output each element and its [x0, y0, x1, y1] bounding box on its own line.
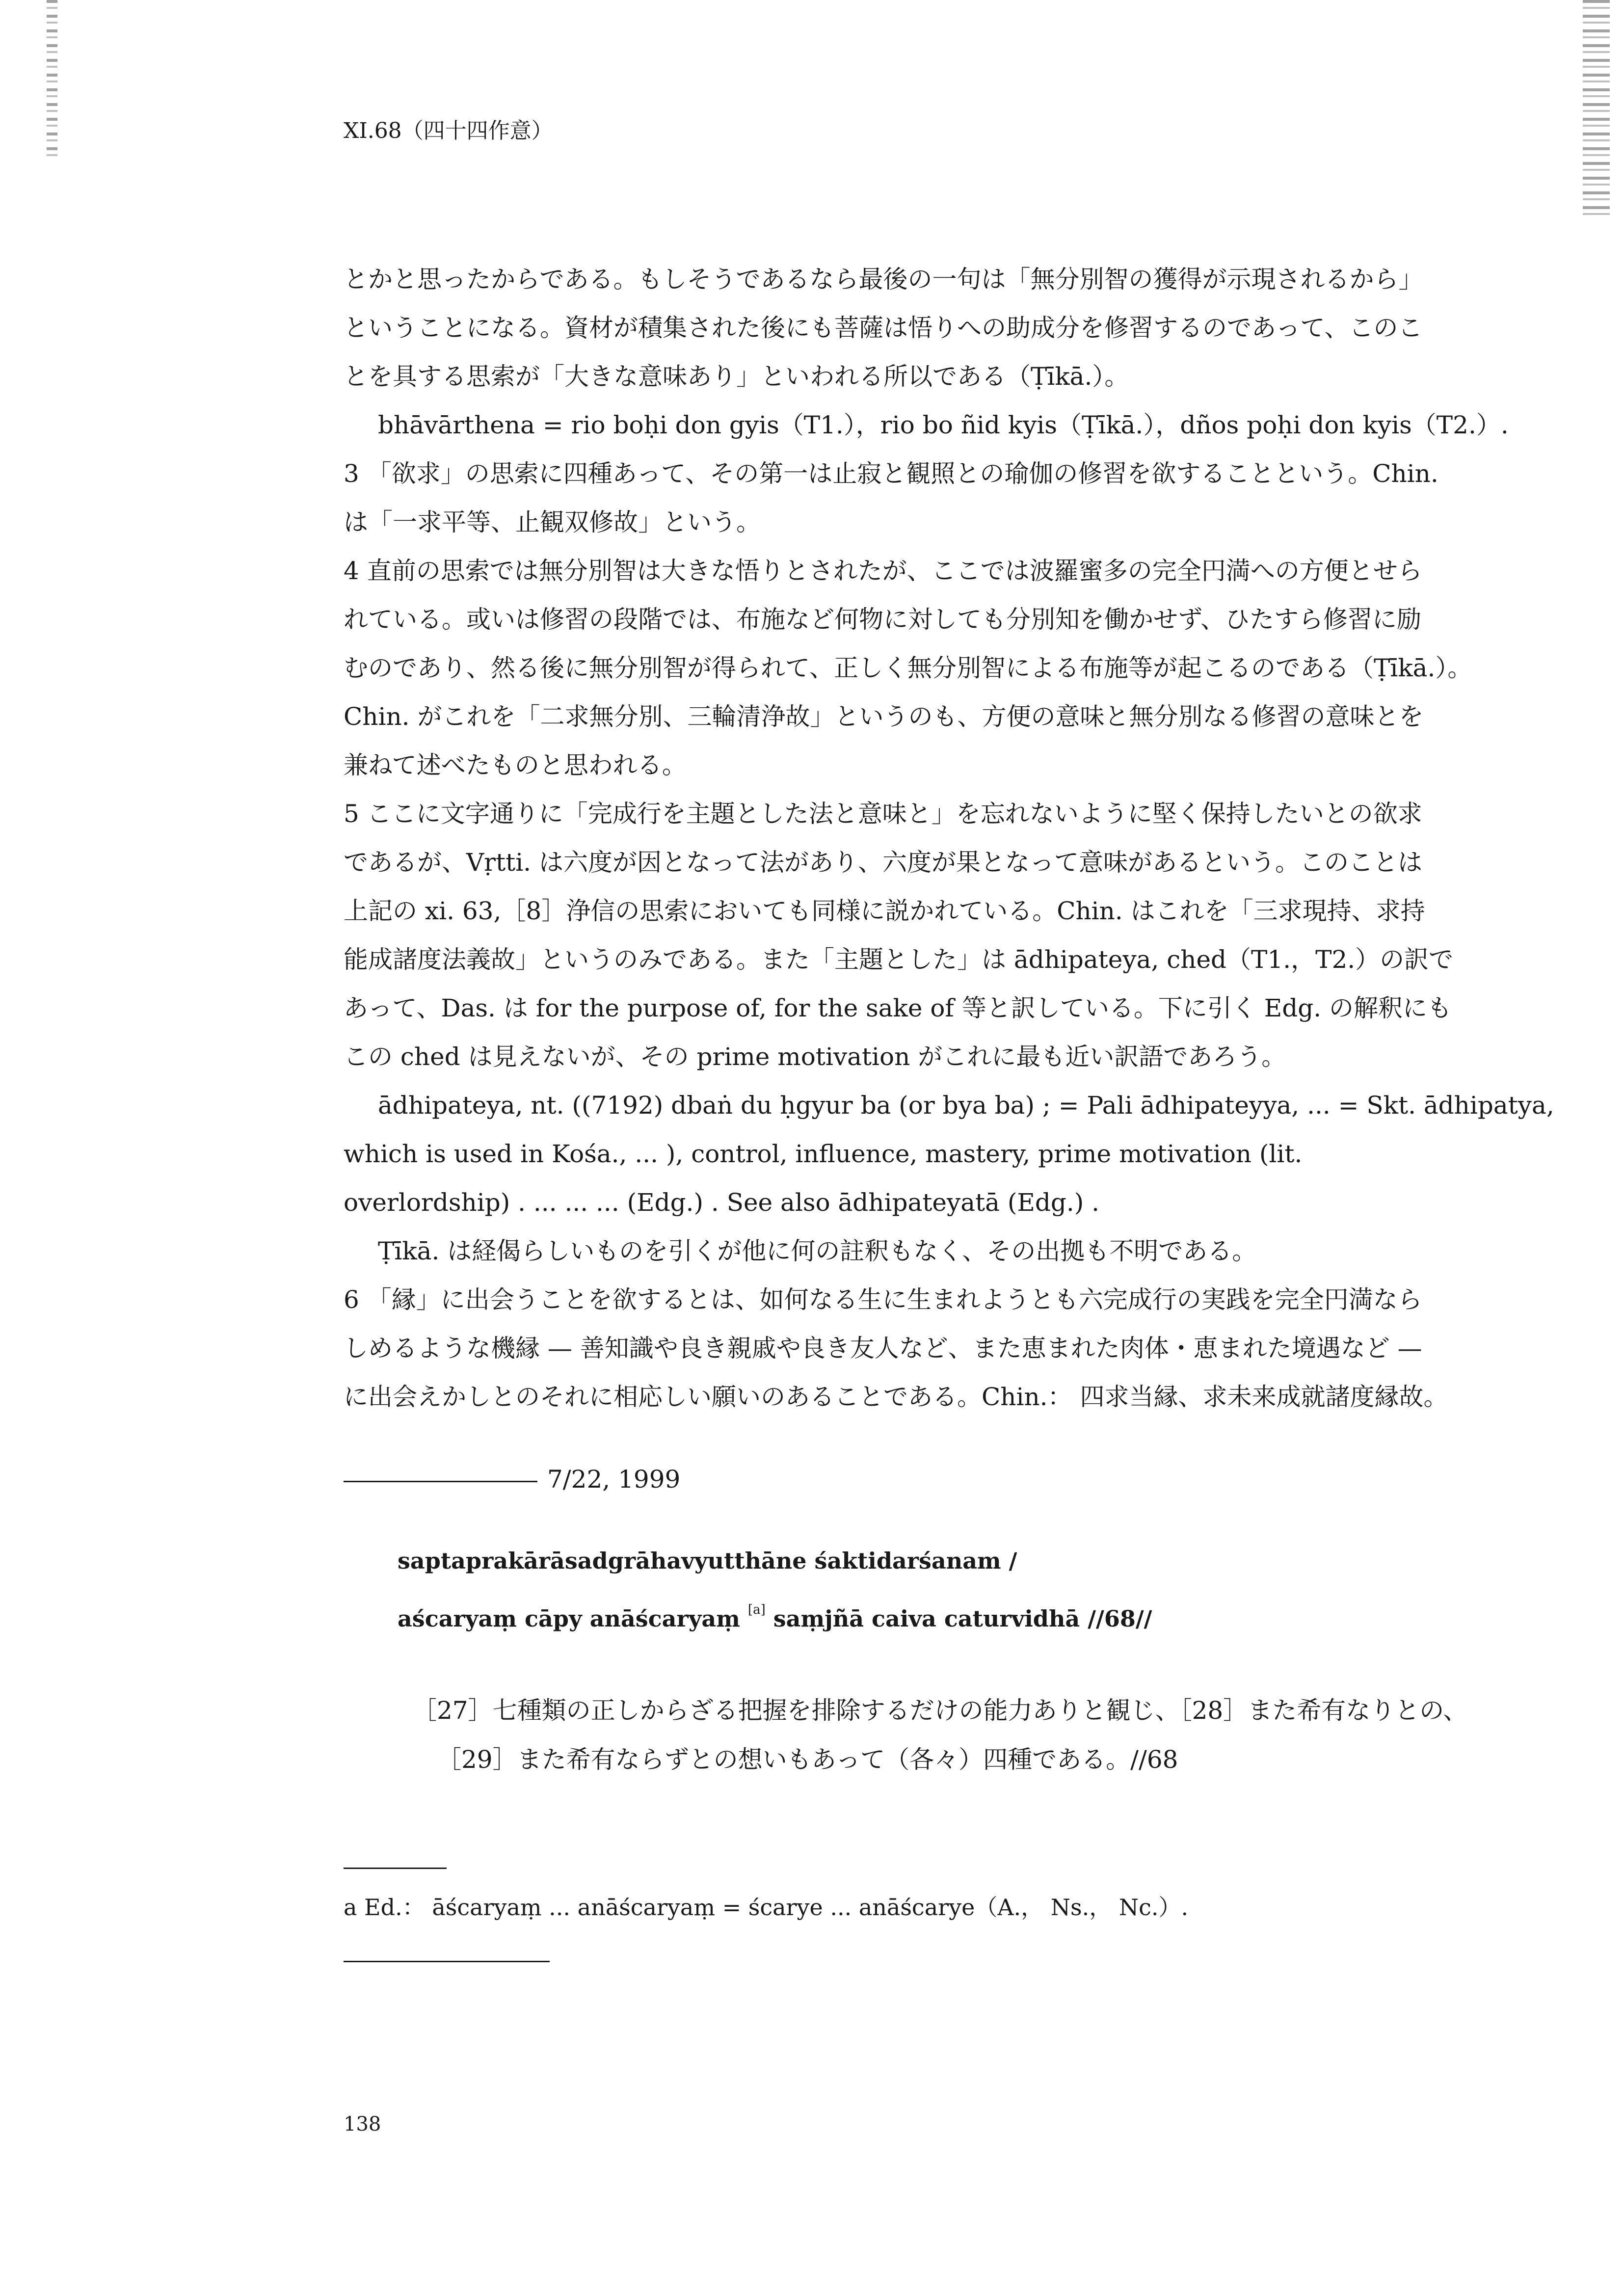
- body-line: に出会えかしとのそれに相応しい願いのあることである。Chin.： 四求当縁、求未来成就諸度縁故。: [344, 1383, 1448, 1411]
- scan-edge-left: [47, 0, 57, 157]
- date-dash-rule: [344, 1481, 537, 1482]
- body-line: であるが、Vṛtti. は六度が因となって法があり、六度が果となって意味があるという。このことは: [344, 848, 1422, 877]
- body-line: 3 「欲求」の思索に四種あって、その第一は止寂と観照との瑜伽の修習を欲することという。Chin.: [344, 459, 1438, 488]
- footnote: a Ed.： āścaryaṃ ... anāścaryaṃ = ścarye ... anāścarye（A.， Ns.， Nc.）.: [344, 1894, 1189, 1921]
- body-line: which is used in Kośa., ... ), control, influence, mastery, prime motivation (lit.: [344, 1140, 1303, 1168]
- body-line: とを具する思索が「大きな意味あり」といわれる所以である（Ṭīkā.）。: [344, 362, 1129, 391]
- verse-line-2b: saṃjñā caiva caturvidhā //68//: [773, 1605, 1152, 1632]
- body-line: とかと思ったからである。もしそうであるなら最後の一句は「無分別智の獲得が示現されるから」: [344, 265, 1423, 294]
- body-line: しめるような機縁 — 善知識や良き親戚や良き友人など、また恵まれた肉体・恵まれた境遇など —: [344, 1334, 1422, 1362]
- body-line: overlordship) . ... ... ... (Edg.) . See also ādhipateyatā (Edg.) .: [344, 1188, 1100, 1217]
- footnote-rule-top: [344, 1868, 447, 1869]
- running-head: XI.68（四十四作意）: [344, 118, 553, 143]
- body-line: あって、Das. は for the purpose of, for the sake of 等と訳している。下に引く Edg. の解釈にも: [344, 994, 1452, 1022]
- body-line: Ṭīkā. は経偈らしいものを引くが他に何の註釈もなく、その出拠も不明である。: [378, 1237, 1257, 1265]
- translation-line-2: ［29］また希有ならずとの想いもあって（各々）四種である。//68: [437, 1745, 1178, 1774]
- body-line: 上記の xi. 63,［8］浄信の思索においても同様に説かれている。Chin. はこれを「三求現持、求持: [344, 897, 1425, 925]
- body-line: れている。或いは修習の段階では、布施など何物に対しても分別知を働かせず、ひたすら修習に励: [344, 605, 1421, 634]
- date-line: [344, 1465, 680, 1494]
- body-line: bhāvārthena = rio boḥi don gyis（T1.），rio bo ñid kyis（Ṭīkā.），dños poḥi don kyis（T2.）.: [378, 411, 1509, 439]
- body-text: [344, 255, 1554, 1421]
- verse-line-2a: aścaryaṃ cāpy anāścaryaṃ: [398, 1605, 740, 1632]
- verse-line-2: [398, 1585, 1152, 1643]
- verse-footnote-marker: [a]: [747, 1602, 766, 1617]
- body-line: は「一求平等、止観双修故」という。: [344, 508, 761, 536]
- scan-edge-right: [1583, 0, 1610, 216]
- body-line: ということになる。資材が積集された後にも菩薩は悟りへの助成分を修習するのであって、このこ: [344, 314, 1423, 342]
- body-line: Chin. がこれを「二求無分別、三輪清浄故」というのも、方便の意味と無分別なる修習の意味とを: [344, 702, 1424, 731]
- body-line: 6 「縁」に出会うことを欲するとは、如何なる生に生まれようとも六完成行の実践を完全円満なら: [344, 1285, 1422, 1314]
- body-line: 兼ねて述べたものと思われる。: [344, 751, 687, 779]
- body-line: 5 ここに文字通りに「完成行を主題とした法と意味と」を忘れないように堅く保持したいとの欲求: [344, 800, 1422, 828]
- translation-line-1: ［27］七種類の正しからざる把握を排除するだけの能力ありと観じ、［28］また希有なりとの、: [412, 1696, 1468, 1725]
- verse: [398, 1536, 1152, 1643]
- date-text: 7/22, 1999: [547, 1465, 681, 1494]
- body-line: むのであり、然る後に無分別智が得られて、正しく無分別智による布施等が起こるのである（Ṭīkā.）。: [344, 654, 1472, 682]
- footnote-rule-bottom: [344, 1961, 550, 1962]
- body-line: この ched は見えないが、その prime motivation がこれに最も近い訳語であろう。: [344, 1042, 1286, 1071]
- body-line: 能成諸度法義故」というのみである。また「主題とした」は ādhipateya, ched（T1.，T2.）の訳で: [344, 945, 1454, 974]
- page-number: 138: [344, 2113, 381, 2136]
- body-line: ādhipateya, nt. ((7192) dbaṅ du ḥgyur ba (or bya ba) ; = Pali ādhipateyya, ... = Skt. ādhipatya,: [378, 1091, 1554, 1120]
- body-line: 4 直前の思索では無分別智は大きな悟りとされたが、ここでは波羅蜜多の完全円満への方便とせら: [344, 557, 1422, 585]
- verse-line-1: saptaprakārāsadgrāhavyutthāne śaktidarśanam /: [398, 1548, 1017, 1574]
- translation: [412, 1686, 1467, 1784]
